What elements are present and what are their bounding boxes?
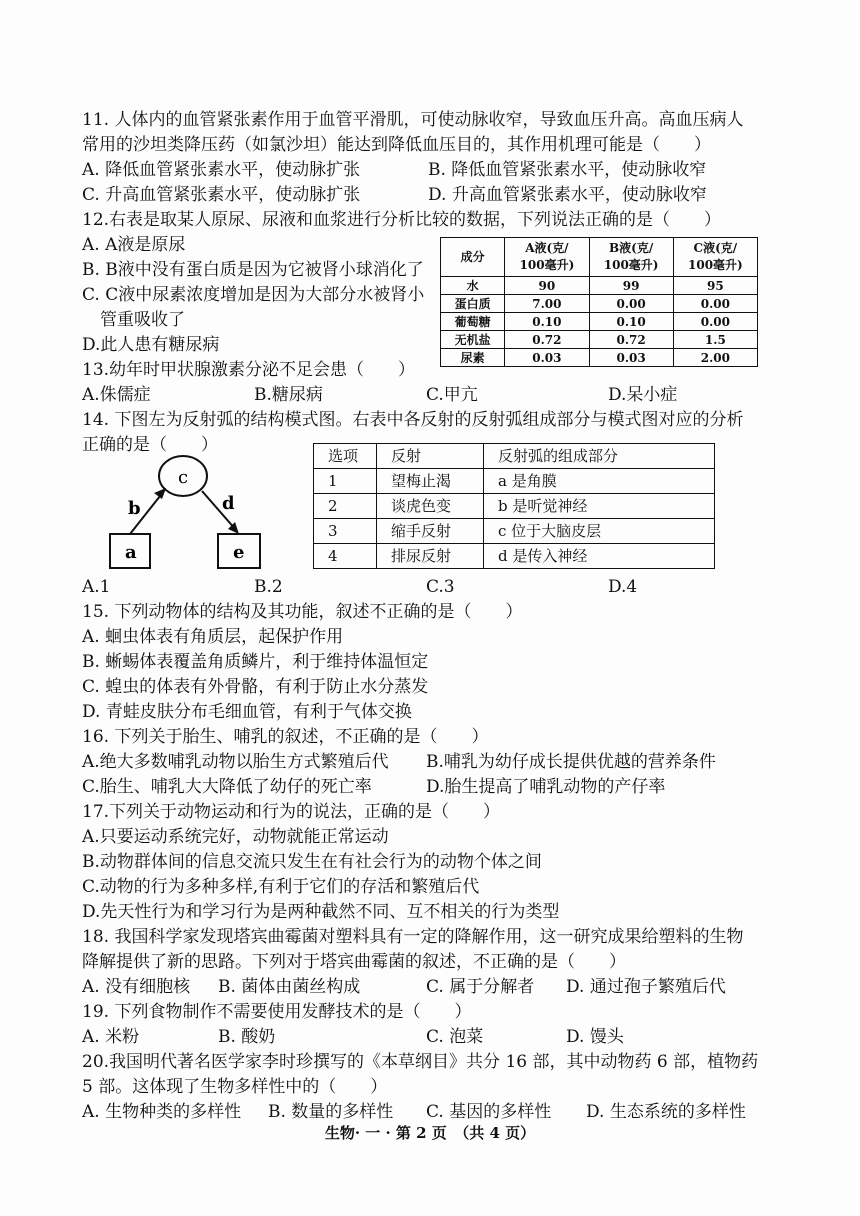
q13-option-c: C.甲亢 [426, 385, 478, 405]
table-row [314, 494, 715, 519]
q14-option-b: B.2 [254, 577, 283, 597]
table-cell: 望梅止渴 [377, 469, 484, 494]
table-cell: 尿素 [441, 349, 505, 367]
table-cell: 4 [314, 544, 377, 569]
q12-option-c: C. C液中尿素浓度增加是因为大部分水被肾小 [82, 285, 425, 305]
q13-option-a: A.侏儒症 [82, 385, 151, 405]
table-cell: 95 [673, 277, 757, 295]
q15-option-a: A. 蛔虫体表有角质层，起保护作用 [82, 627, 344, 647]
q16-option-c: C.胎生、哺乳大大降低了幼仔的死亡率 [82, 777, 372, 797]
table-cell: 0.00 [673, 295, 757, 313]
table-cell: 谈虎色变 [377, 494, 484, 519]
q11-option-d: D. 升高血管紧张素水平，使动脉收窄 [428, 185, 707, 205]
label-e: e [233, 542, 245, 563]
q12-stem: 12.右表是取某人原尿、尿液和血浆进行分析比较的数据，下列说法正确的是（ ） [82, 210, 722, 230]
table-cell: 99 [589, 277, 673, 295]
q19-stem: 19. 下列食物制作不需要使用发酵技术的是（ ） [82, 1002, 472, 1022]
q16-stem: 16. 下列关于胎生、哺乳的叙述，不正确的是（ ） [82, 727, 489, 747]
q15-stem: 15. 下列动物体的结构及其功能，叙述不正确的是（ ） [82, 602, 523, 622]
table-row [441, 313, 758, 331]
q12-option-d: D.此人患有糖尿病 [82, 335, 220, 355]
table-header-row [441, 238, 758, 277]
table-cell: 0.03 [589, 349, 673, 367]
table-header-row [314, 444, 715, 469]
q11-option-a: A. 降低血管紧张素水平，使动脉扩张 [82, 160, 361, 180]
q15-option-c: C. 蝗虫的体表有外骨骼，有利于防止水分蒸发 [82, 677, 429, 697]
q20-option-c: C. 基因的多样性 [426, 1102, 552, 1122]
table-cell: 3 [314, 519, 377, 544]
table-cell: 7.00 [505, 295, 589, 313]
q14-option-c: C.3 [426, 577, 455, 597]
q15-option-d: D. 青蛙皮肤分布毛细血管，有利于气体交换 [82, 702, 412, 722]
q20-option-b: B. 数量的多样性 [268, 1102, 394, 1122]
table-row [314, 519, 715, 544]
arrow-head-b-icon [154, 488, 166, 499]
table-cell: 排尿反射 [377, 544, 484, 569]
table-cell: d 是传入神经 [484, 544, 715, 569]
table-cell: 1 [314, 469, 377, 494]
q16-option-d: D.胎生提高了哺乳动物的产仔率 [426, 777, 666, 797]
table-cell: 0.00 [589, 295, 673, 313]
q18-option-c: C. 属于分解者 [426, 977, 535, 997]
q20-stem-line2: 5 部。这体现了生物多样性中的（ ） [82, 1077, 388, 1097]
q20-stem-line1: 20.我国明代著名医学家李时珍撰写的《本草纲目》共分 16 部，其中动物药 6 部，植物药 [82, 1052, 759, 1072]
q19-option-b: B. 酸奶 [218, 1027, 276, 1047]
table-cell: b 是听觉神经 [484, 494, 715, 519]
q18-stem-line1: 18. 我国科学家发现塔宾曲霉菌对塑料具有一定的降解作用，这一研究成果给塑料的生物 [82, 927, 744, 947]
label-b: b [128, 498, 141, 519]
q14-reflex-table [313, 443, 715, 569]
q11-stem-line2: 常用的沙坦类降压药（如氯沙坦）能达到降低血压目的，其作用机理可能是（ ） [82, 135, 711, 155]
table-cell: 蛋白质 [441, 295, 505, 313]
q14-stem-line2: 正确的是（ ） [82, 435, 218, 455]
label-a: a [125, 542, 137, 563]
q17-stem: 17.下列关于动物运动和行为的说法，正确的是（ ） [82, 802, 501, 822]
table-header-cell: 选项 [314, 444, 377, 469]
q18-option-b: B. 菌体由菌丝构成 [218, 977, 361, 997]
table-row [314, 469, 715, 494]
q15-option-b: B. 蜥蜴体表覆盖角质鳞片，利于维持体温恒定 [82, 652, 429, 672]
q18-stem-line2: 降解提供了新的思路。下列对于塔宾曲霉菌的叙述，不正确的是（ ） [82, 952, 626, 972]
table-row [441, 331, 758, 349]
q18-option-a: A. 没有细胞核 [82, 977, 191, 997]
page-footer: 生物· 一 · 第 2 页 （共 4 页） [324, 1124, 536, 1142]
table-cell: 无机盐 [441, 331, 505, 349]
q11-option-b: B. 降低血管紧张素水平，使动脉收窄 [428, 160, 707, 180]
table-cell: 0.03 [505, 349, 589, 367]
table-header-cell: A液(克/ 100毫升) [505, 238, 589, 277]
q12-option-a: A. A液是原尿 [82, 235, 186, 255]
q18-option-d: D. 通过孢子繁殖后代 [566, 977, 726, 997]
q12-option-b: B. B液中没有蛋白质是因为它被肾小球消化了 [82, 260, 424, 280]
q11-stem-line1: 11. 人体内的血管紧张素作用于血管平滑肌，可使动脉收窄，导致血压升高。高血压病人 [82, 110, 744, 130]
q12-option-c-cont: 管重吸收了 [100, 310, 185, 330]
table-row [314, 544, 715, 569]
table-header-cell: 反射弧的组成部分 [484, 444, 715, 469]
q20-option-d: D. 生态系统的多样性 [586, 1102, 746, 1122]
q14-option-a: A.1 [82, 577, 111, 597]
table-row [441, 295, 758, 313]
q13-option-b: B.糖尿病 [254, 385, 323, 405]
table-header-cell: C液(克/ 100毫升) [673, 238, 757, 277]
q14-option-d: D.4 [608, 577, 638, 597]
q17-option-a: A.只要运动系统完好，动物就能正常运动 [82, 827, 389, 847]
table-cell: c 位于大脑皮层 [484, 519, 715, 544]
table-cell: 0.10 [505, 313, 589, 331]
table-cell: a 是角膜 [484, 469, 715, 494]
table-cell: 缩手反射 [377, 519, 484, 544]
q16-option-a: A.绝大多数哺乳动物以胎生方式繁殖后代 [82, 752, 389, 772]
reflex-arc-diagram [100, 450, 280, 575]
q11-option-c: C. 升高血管紧张素水平，使动脉扩张 [82, 185, 361, 205]
q19-option-a: A. 米粉 [82, 1027, 140, 1047]
table-row [441, 277, 758, 295]
q12-data-table [440, 237, 758, 367]
table-cell: 0.72 [589, 331, 673, 349]
label-c: c [178, 467, 189, 488]
q17-option-d: D.先天性行为和学习行为是两种截然不同、互不相关的行为类型 [82, 902, 560, 922]
q13-option-d: D.呆小症 [608, 385, 678, 405]
table-row [441, 349, 758, 367]
q19-option-d: D. 馒头 [566, 1027, 624, 1047]
table-cell: 90 [505, 277, 589, 295]
table-cell: 2 [314, 494, 377, 519]
q13-stem: 13.幼年时甲状腺激素分泌不足会患（ ） [82, 360, 416, 380]
table-cell: 水 [441, 277, 505, 295]
table-cell: 0.72 [505, 331, 589, 349]
table-header-cell: 反射 [377, 444, 484, 469]
table-cell: 0.10 [589, 313, 673, 331]
q14-stem-line1: 14. 下图左为反射弧的结构模式图。右表中各反射的反射弧组成部分与模式图对应的分析 [82, 410, 744, 430]
table-cell: 2.00 [673, 349, 757, 367]
table-cell: 0.00 [673, 313, 757, 331]
table-cell: 葡萄糖 [441, 313, 505, 331]
q17-option-b: B.动物群体间的信息交流只发生在有社会行为的动物个体之间 [82, 852, 542, 872]
q20-option-a: A. 生物种类的多样性 [82, 1102, 242, 1122]
table-header-cell: 成分 [441, 238, 505, 277]
table-header-cell: B液(克/ 100毫升) [589, 238, 673, 277]
table-cell: 1.5 [673, 331, 757, 349]
q19-option-c: C. 泡菜 [426, 1027, 484, 1047]
label-d: d [222, 493, 235, 514]
q17-option-c: C.动物的行为多种多样,有利于它们的存活和繁殖后代 [82, 877, 480, 897]
q16-option-b: B.哺乳为幼仔成长提供优越的营养条件 [426, 752, 716, 772]
